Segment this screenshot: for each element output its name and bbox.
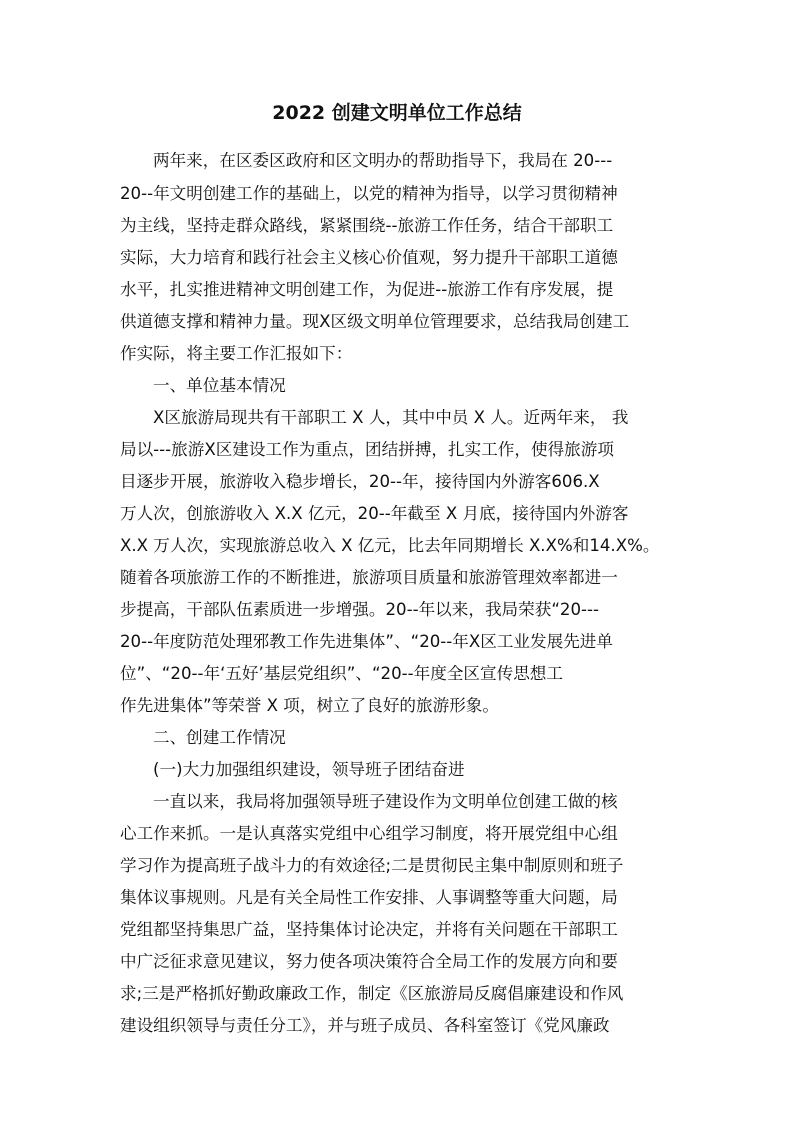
section-heading: 一、单位基本情况 xyxy=(153,376,286,395)
paragraph-line: 实际，大力培育和践行社会主义核心价值观，努力提升干部职工道德 xyxy=(120,248,618,267)
paragraph-line: 20--年文明创建工作的基础上，以党的精神为指导，以学习贯彻精神 xyxy=(120,184,618,203)
paragraph-line: 水平，扎实推进精神文明创建工作，为促进--旅游工作有序发展，提 xyxy=(120,280,614,299)
paragraph-line: 供道德支撑和精神力量。现X区级文明单位管理要求，总结我局创建工 xyxy=(120,312,630,331)
paragraph-line: 万人次，创旅游收入 X.X 亿元，20--年截至 X 月底，接待国内外游客 xyxy=(120,504,629,523)
paragraph-line: X.X 万人次，实现旅游总收入 X 亿元，比去年同期增长 X.X%和14.X%。 xyxy=(120,536,660,555)
paragraph-line: 党组都坚持集思广益，坚持集体讨论决定，并将有关问题在干部职工 xyxy=(120,920,618,939)
paragraph-line: 目逐步开展，旅游收入稳步增长，20--年，接待国内外游客606.X xyxy=(120,472,600,491)
paragraph-line: 建设组织领导与责任分工》，并与班子成员、各科室签订《党风廉政 xyxy=(120,1016,610,1035)
paragraph-line: 集体议事规则。凡是有关全局性工作安排、人事调整等重大问题，局 xyxy=(120,888,618,907)
paragraph-line: 位”、“20--年‘五好’基层党组织”、“20--年度全区宣传思想工 xyxy=(120,664,563,683)
document-title: 2022 创建文明单位工作总结 xyxy=(272,102,522,124)
paragraph-line: 20--年度防范处理邪教工作先进集体”、“20--年X区工业发展先进单 xyxy=(120,632,613,651)
subsection-heading: (一)大力加强组织建设，领导班子团结奋进 xyxy=(153,760,465,779)
paragraph-line: 随着各项旅游工作的不断推进，旅游项目质量和旅游管理效率都进一 xyxy=(120,568,618,587)
paragraph-line: X区旅游局现共有干部职工 X 人，其中中员 X 人。近两年来， 我 xyxy=(153,408,629,427)
paragraph-line: 为主线，坚持走群众路线，紧紧围绕--旅游工作任务，结合干部职工 xyxy=(120,216,614,235)
paragraph-line: 作实际，将主要工作汇报如下： xyxy=(120,344,353,363)
paragraph-line: 一直以来，我局将加强领导班子建设作为文明单位创建工做的核 xyxy=(153,792,618,811)
paragraph-line: 步提高，干部队伍素质进一步增强。20--年以来，我局荣获“20--- xyxy=(120,600,600,619)
paragraph-line: 作先进集体”等荣誉 X 项，树立了良好的旅游形象。 xyxy=(120,696,499,715)
section-heading: 二、创建工作情况 xyxy=(153,728,286,747)
paragraph-line: 学习作为提高班子战斗力的有效途径;二是贯彻民主集中制原则和班子 xyxy=(120,856,624,875)
paragraph-line: 心工作来抓。一是认真落实党组中心组学习制度，将开展党组中心组 xyxy=(120,824,618,843)
paragraph-line: 求;三是严格抓好勤政廉政工作，制定《区旅游局反腐倡廉建设和作风 xyxy=(120,984,624,1003)
paragraph-line: 两年来，在区委区政府和区文明办的帮助指导下，我局在 20--- xyxy=(153,151,613,170)
paragraph-line: 中广泛征求意见建议，努力使各项决策符合全局工作的发展方向和要 xyxy=(120,952,618,971)
paragraph-line: 局以---旅游X区建设工作为重点，团结拼搏，扎实工作，使得旅游项 xyxy=(120,440,614,459)
